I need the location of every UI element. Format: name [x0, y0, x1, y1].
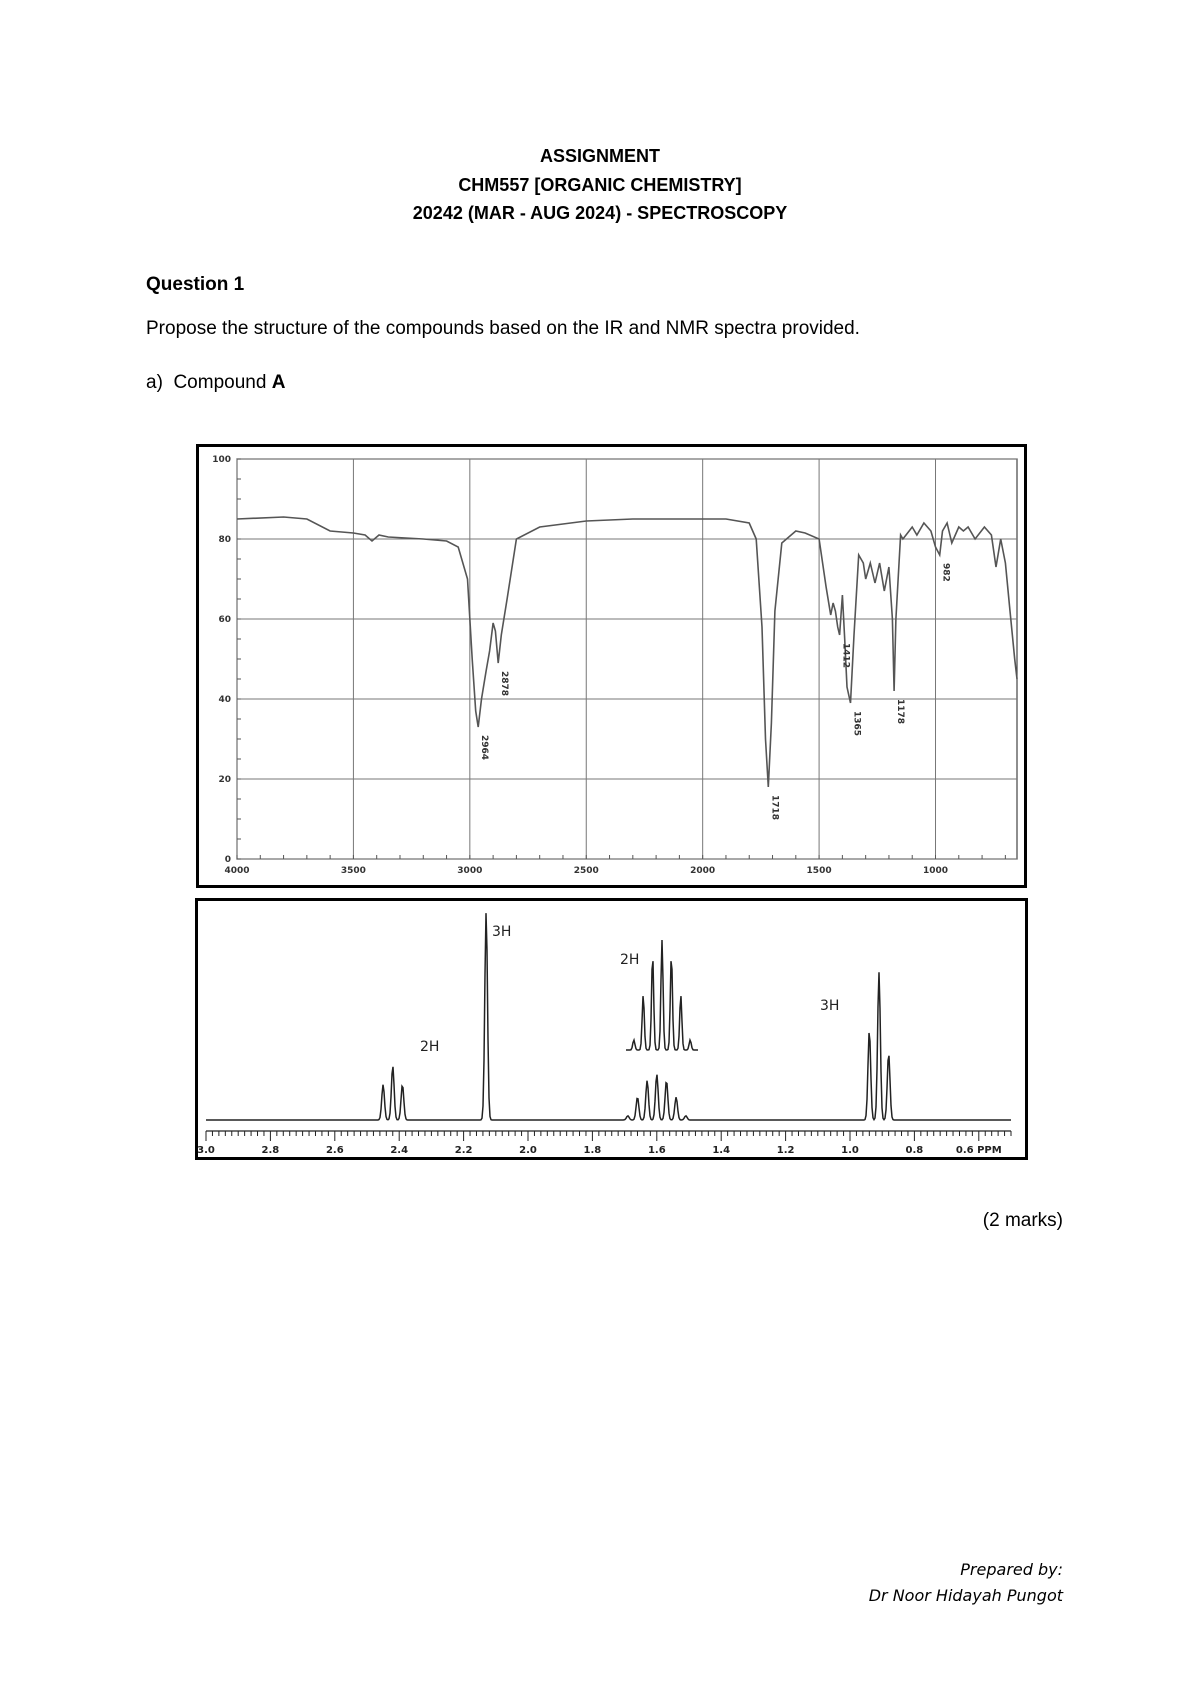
ir-spectrum-chart — [199, 447, 1024, 885]
nmr-x-tick-label: 2.6 — [325, 1145, 344, 1156]
nmr-integration-label: 2H — [620, 952, 640, 968]
nmr-x-tick-label: 0.6 PPM — [955, 1145, 1002, 1156]
ir-x-tick-label: 3000 — [457, 866, 483, 876]
ir-peak-label: 1718 — [769, 795, 780, 821]
part-prefix: a) Compound — [146, 372, 272, 393]
nmr-x-tick-label: 2.8 — [261, 1145, 280, 1156]
nmr-x-tick-label: 1.4 — [712, 1145, 731, 1156]
ir-x-tick-label: 3500 — [340, 866, 366, 876]
ir-peak-label: 1178 — [895, 699, 906, 725]
nmr-x-tick-label: 2.0 — [519, 1145, 537, 1156]
ir-y-tick-label: 60 — [218, 615, 231, 625]
question-part-a — [146, 372, 285, 394]
nmr-x-tick-label: 1.8 — [583, 1145, 602, 1156]
nmr-spectrum-chart — [198, 901, 1025, 1157]
nmr-x-tick-label: 0.8 — [905, 1145, 924, 1156]
nmr-integration-label: 3H — [820, 998, 840, 1014]
nmr-x-tick-label: 1.2 — [776, 1145, 795, 1156]
ir-spectrum-line — [237, 517, 1017, 787]
ir-x-tick-label: 2500 — [573, 866, 599, 876]
nmr-x-tick-label: 1.0 — [841, 1145, 859, 1156]
nmr-spectrum-line — [206, 913, 1011, 1120]
nmr-spectrum-figure — [195, 898, 1028, 1160]
course-title: CHM557 [ORGANIC CHEMISTRY] — [458, 175, 742, 195]
semester-title: 20242 (MAR - AUG 2024) - SPECTROSCOPY — [412, 203, 788, 223]
nmr-integration-label: 3H — [492, 924, 512, 940]
ir-y-tick-label: 0 — [224, 855, 231, 865]
ir-y-tick-label: 20 — [218, 775, 231, 785]
ir-spectrum-figure — [196, 444, 1027, 888]
ir-peak-label: 1412 — [840, 643, 851, 669]
assignment-title: ASSIGNMENT — [539, 146, 660, 166]
nmr-x-tick-label: 3.0 — [198, 1145, 215, 1156]
ir-x-tick-label: 1500 — [806, 866, 832, 876]
nmr-x-tick-label: 2.4 — [390, 1145, 409, 1156]
ir-peak-label: 982 — [940, 563, 951, 582]
question-instruction: Propose the structure of the compounds based on the IR and NMR spectra provided. — [146, 318, 860, 339]
ir-x-tick-label: 2000 — [690, 866, 716, 876]
ir-peak-label: 2964 — [479, 735, 490, 761]
ir-x-tick-label: 1000 — [922, 866, 949, 876]
ir-peak-label: 1365 — [851, 711, 862, 737]
prepared-by-label: Prepared by: — [960, 1560, 1063, 1579]
ir-y-tick-label: 100 — [212, 455, 231, 465]
ir-y-tick-label: 80 — [218, 535, 231, 545]
nmr-integration-label: 2H — [420, 1039, 440, 1055]
ir-peak-label: 2878 — [499, 671, 510, 697]
nmr-x-tick-label: 1.6 — [647, 1145, 666, 1156]
ir-y-tick-label: 40 — [218, 695, 231, 705]
compound-label: A — [271, 372, 286, 393]
question-title: Question 1 — [146, 274, 245, 295]
nmr-x-tick-label: 2.2 — [454, 1145, 473, 1156]
author-name: Dr Noor Hidayah Pungot — [868, 1586, 1063, 1605]
marks-label: (2 marks) — [982, 1210, 1063, 1231]
ir-x-tick-label: 4000 — [224, 866, 250, 876]
